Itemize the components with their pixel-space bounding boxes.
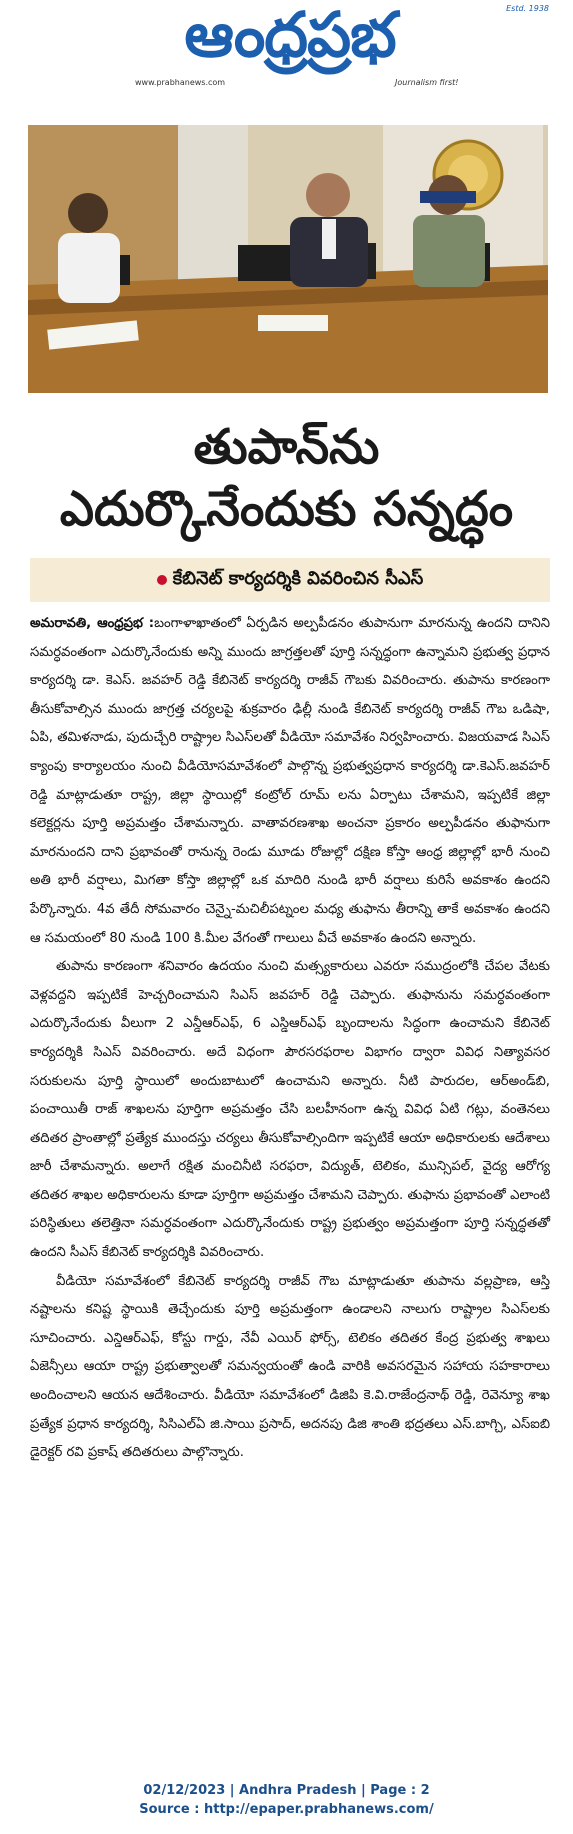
headline-line-1: తుపాన్‌ను	[193, 419, 380, 475]
tagline: Journalism first!	[395, 78, 459, 87]
subheadline-bar	[30, 558, 550, 602]
article-body	[30, 610, 550, 1468]
article-paragraph	[30, 610, 550, 953]
footer-date-page: 02/12/2023 | Andhra Pradesh | Page : 2	[143, 1783, 430, 1798]
article-paragraph: తుపాను కారణంగా శనివారం ఉదయం నుంచి మత్స్యకారులు ఎవరూ సముద్రంలోకి చేపల వేటకు వెళ్లవద్దని ఇప్పటికే హెచ్చరించామని సిఎస్ జవహర్ రెడ్డి చెప్పారు. తుఫానును సమర్ధవంతంగా ఎదుర్కొనేందుకు వీలుగా 2 ఎన్డీఆర్ఎఫ్, 6 ఎస్డిఆర్ఎఫ్ బృందాలను సిద్ధంగా ఉంచామని కేబినెట్ కార్యదర్శికి సిఎస్ వివరించారు. అదే విధంగా పౌరసరఫరాల విభాగం ద్వారా వివిధ నిత్యావసర సరుకులను పూర్తి స్థాయిలో అందుబాటులో ఉంచామని అన్నారు. నీటి పారుదల, ఆర్అండ్‌బి, పంచాయితీ రాజ్ శాఖలను పూర్తిగా అప్రమత్తం చేసి బలహీనంగా ఉన్న వివిధ ఏటి గట్లు, వంతెనలు తదితర ప్రాంతాల్లో ప్రత్యేక ముందస్తు చర్యలు తీసుకోవాల్సిందిగా ఇప్పటికే ఆయా అధికారులకు ఆదేశాలు జారీ చేశామన్నారు. అలాగే రక్షిత మంచినీటి సరఫరా, విద్యుత్, టెలికం, మున్సిపల్, వైద్య ఆరోగ్య తదితర శాఖల అధికారులను కూడా పూర్తిగా అప్రమత్తం చేశామని చెప్పారు. తుఫాను ప్రభావంతో ఎలాంటి పరిస్థితులు తలెత్తినా సమర్ధవంతంగా ఎదుర్కొనేందుకు రాష్ట్ర ప్రభుత్వం అప్రమత్తంగా పూర్తి సన్నద్ధతతో ఉందని సీఎస్ కేబినెట్ కార్యదర్శికి వివరించారు.	[30, 959, 550, 1261]
headline-line-2: ఎదుర్కొనేందుకు సన్నద్ధం	[59, 481, 514, 537]
bullet-icon	[157, 575, 167, 585]
meeting-photo-illustration	[28, 125, 548, 393]
dateline: అమరావతి, ఆంధ్రప్రభ :	[30, 616, 155, 631]
masthead	[0, 0, 573, 100]
subheadline-text: కేబినెట్ కార్యదర్శికి వివరించిన సీఎస్	[172, 567, 424, 589]
footer-source: Source : http://epaper.prabhanews.com/	[139, 1802, 434, 1817]
paragraph-text: బంగాళాఖాతంలో ఏర్పడిన అల్పపీడనం తుపానుగా మారనున్న ఉందని దానిని సమర్ధవంతంగా ఎదుర్కొనేందుకు అన్ని ముందు జాగ్రత్తలతో పూర్తి సన్నద్ధంగా ఉన్నామని ప్రభుత్వ ప్రధాన కార్యదర్శి డా. కెఎస్. జవహర్ రెడ్డి కేబినెట్ కార్యదర్శి రాజీవ్ గౌబకు వివరించారు. తుపాను కారణంగా తీసుకోవాల్సిన ముందు జాగ్రత్త చర్యలపై శుక్రవారం ఢిల్లీ నుండి కేబినెట్ కార్యదర్శి రాజీవ్ గౌబ ఒడిషా, ఏపి, తమిళనాడు, పుదుచ్చేరి రాష్ట్రాల సిఎస్‌లతో వీడియో సమావేశం నిర్వహించారు. విజయవాడ సిఎస్ క్యాంపు కార్యాలయం నుంచి వీడియోసమావేశంలో పాల్గొన్న ప్రభుత్వప్రధాన కార్యదర్శి డా.కెఎస్.జవహర్ రెడ్డి మాట్లాడుతూ రాష్ట్ర, జిల్లా స్థాయిల్లో కంట్రోల్ రూమ్ లను ఏర్పాటు చేశామని, ఇప్పటికే జిల్లా కలెక్టర్లను పూర్తి అప్రమత్తం చేశామన్నారు. వాతావరణశాఖ అంచనా ప్రకారం అల్పపీడనం తుఫానుగా మారనుందని దాని ప్రభావంతో రానున్న రెండు మూడు రోజుల్లో దక్షిణ కోస్తా ఆంధ్ర జిల్లాల్లో భారీ నుంచి అతి భారీ వర్షాలు, మిగతా కోస్తా జిల్లాల్లో ఒక మాదిరి నుండి భారీ వర్షాలు కురిసే అవకాశం ఉందని పేర్కొన్నారు. 4వ తేదీ సోమవారం చెన్నై-మచిలీపట్నంల మధ్య తుఫాను తీరాన్ని తాకే అవకాశం ఉందని ఆ సమయంలో 80 నుండి 100 కి.మీల వేగంతో గాలులు వీచే అవకాశం ఉందని అన్నారు.	[30, 616, 550, 946]
website-url: www.prabhanews.com	[135, 78, 226, 87]
article-paragraph: వీడియో సమావేశంలో కేబినెట్ కార్యదర్శి రాజీవ్ గౌబ మాట్లాడుతూ తుపాను వల్లప్రాణ, ఆస్తి నష్టాలను కనిష్ట స్థాయికి తెచ్చేందుకు పూర్తి అప్రమత్తంగా ఉండాలని నాలుగు రాష్ట్రాల సిఎస్‌లకు సూచించారు. ఎన్డిఆర్ఎఫ్, కోస్టు గార్డు, నేవీ ఎయిర్ ఫోర్స్, టెలికం తదితర కేంద్ర ప్రభుత్వ శాఖలు ఏజెన్సీలు ఆయా రాష్ట్ర ప్రభుత్వాలతో సమన్వయంతో ఉండి వారికి అవసరమైన సహాయ సహకారాలు అందించాలని ఆయన ఆదేశించారు. వీడియో సమావేశంలో డిజిపి కె.వి.రాజేంద్రనాథ్ రెడ్డి, రెవెన్యూ శాఖ ప్రత్యేక ప్రధాన కార్యదర్శి, సిసిఎల్ఏ జి.సాయి ప్రసాద్, అదనపు డిజి శాంతి భద్రతలు ఎస్.బాగ్చి, ఎస్ఐబి డైరెక్టర్ రవి ప్రకాష్ తదితరులు పాల్గొన్నారు.	[30, 1273, 550, 1461]
meeting-photo	[28, 125, 548, 393]
established-year: Estd. 1938	[506, 4, 549, 13]
newspaper-logo: ఆంధ్రప్రభ	[184, 0, 396, 71]
